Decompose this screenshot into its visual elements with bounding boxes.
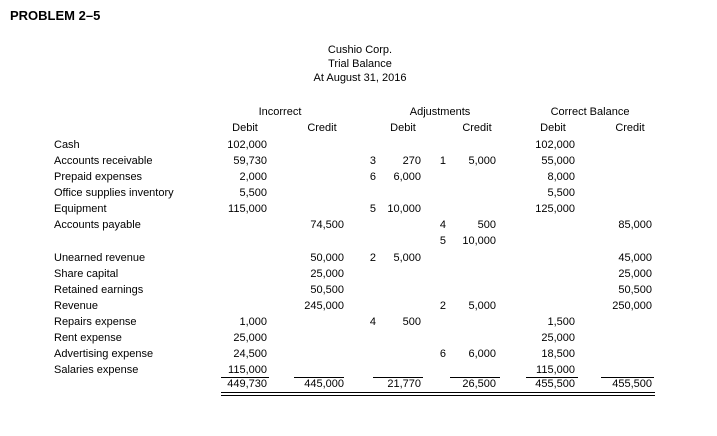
incorrect-debit: 59,730 xyxy=(233,155,267,167)
adjustment-debit: 5,000 xyxy=(393,252,421,264)
incorrect-debit: 1,000 xyxy=(239,316,267,328)
adjustment-credit-ref: 1 xyxy=(439,155,446,167)
correct-debit: 5,500 xyxy=(547,187,575,199)
adjustment-credit: 500 xyxy=(477,219,496,231)
correct-debit: 8,000 xyxy=(547,171,575,183)
adjustment-debit: 10,000 xyxy=(387,203,421,215)
subheader-incorrect-credit: Credit xyxy=(307,122,337,134)
total-incorrect-credit: 445,000 xyxy=(304,378,344,390)
subheader-adjustments-debit: Debit xyxy=(390,122,416,134)
incorrect-debit: 115,000 xyxy=(228,203,267,215)
account-name: Repairs expense xyxy=(54,316,137,328)
incorrect-debit: 2,000 xyxy=(239,171,267,183)
subheader-incorrect-debit: Debit xyxy=(232,122,258,134)
account-name: Salaries expense xyxy=(54,364,139,376)
double-underline xyxy=(221,392,655,396)
incorrect-debit: 24,500 xyxy=(233,348,267,360)
incorrect-debit: 115,000 xyxy=(228,364,267,376)
adjustment-debit-ref: 6 xyxy=(369,171,376,183)
incorrect-credit: 25,000 xyxy=(310,268,344,280)
correct-debit: 115,000 xyxy=(536,364,575,376)
company-name: Cushio Corp. xyxy=(327,44,393,56)
incorrect-credit: 245,000 xyxy=(304,300,344,312)
incorrect-credit: 50,500 xyxy=(310,284,344,296)
adjustment-debit-ref: 4 xyxy=(369,316,376,328)
adjustment-debit: 270 xyxy=(402,155,421,167)
correct-credit: 25,000 xyxy=(618,268,652,280)
correct-debit: 55,000 xyxy=(541,155,575,167)
total-adjustments-debit: 21,770 xyxy=(387,378,421,390)
incorrect-debit: 25,000 xyxy=(233,332,267,344)
adjustment-debit: 500 xyxy=(402,316,421,328)
correct-debit: 25,000 xyxy=(541,332,575,344)
group-correct: Correct Balance xyxy=(550,106,630,118)
adjustment-credit-ref: 4 xyxy=(439,219,446,231)
correct-credit: 250,000 xyxy=(612,300,652,312)
correct-debit: 18,500 xyxy=(541,348,575,360)
account-name: Rent expense xyxy=(54,332,122,344)
correct-credit: 85,000 xyxy=(618,219,652,231)
adjustment-credit-ref: 2 xyxy=(439,300,446,312)
statement-name: Trial Balance xyxy=(328,58,392,70)
statement-date: At August 31, 2016 xyxy=(313,72,407,84)
account-name: Accounts receivable xyxy=(54,155,153,167)
correct-debit: 1,500 xyxy=(547,316,575,328)
adjustment-credit: 6,000 xyxy=(468,348,496,360)
account-name: Accounts payable xyxy=(54,219,141,231)
problem-title: PROBLEM 2–5 xyxy=(10,8,101,23)
adjustment-debit-ref: 2 xyxy=(369,252,376,264)
account-name: Equipment xyxy=(54,203,107,215)
adjustment-debit-ref: 3 xyxy=(369,155,376,167)
account-name: Cash xyxy=(54,139,80,151)
account-name: Office supplies inventory xyxy=(54,187,174,199)
adjustment-credit: 5,000 xyxy=(468,155,496,167)
adjustment-debit: 6,000 xyxy=(393,171,421,183)
adjustment-credit: 5,000 xyxy=(468,300,496,312)
total-correct-credit: 455,500 xyxy=(612,378,652,390)
correct-credit: 45,000 xyxy=(618,252,652,264)
group-adjustments: Adjustments xyxy=(409,106,471,118)
subheader-correct-credit: Credit xyxy=(615,122,645,134)
subheader-adjustments-credit: Credit xyxy=(462,122,492,134)
account-name: Revenue xyxy=(54,300,99,312)
total-incorrect-debit: 449,730 xyxy=(227,378,267,390)
correct-debit: 125,000 xyxy=(535,203,575,215)
account-name: Retained earnings xyxy=(54,284,144,296)
adjustment-credit: 10,000 xyxy=(462,235,496,247)
account-name: Advertising expense xyxy=(54,348,154,360)
adjustment-credit-ref: 5 xyxy=(439,235,446,247)
correct-credit: 50,500 xyxy=(618,284,652,296)
incorrect-debit: 5,500 xyxy=(239,187,267,199)
total-adjustments-credit: 26,500 xyxy=(462,378,496,390)
correct-debit: 102,000 xyxy=(535,139,575,151)
incorrect-credit: 74,500 xyxy=(310,219,344,231)
account-name: Prepaid expenses xyxy=(54,171,143,183)
adjustment-debit-ref: 5 xyxy=(369,203,376,215)
adjustment-credit-ref: 6 xyxy=(439,348,446,360)
incorrect-debit: 102,000 xyxy=(227,139,267,151)
account-name: Share capital xyxy=(54,268,119,280)
incorrect-credit: 50,000 xyxy=(310,252,344,264)
group-incorrect: Incorrect xyxy=(258,106,302,118)
total-correct-debit: 455,500 xyxy=(535,378,575,390)
account-name: Unearned revenue xyxy=(54,252,146,264)
subheader-correct-debit: Debit xyxy=(540,122,566,134)
